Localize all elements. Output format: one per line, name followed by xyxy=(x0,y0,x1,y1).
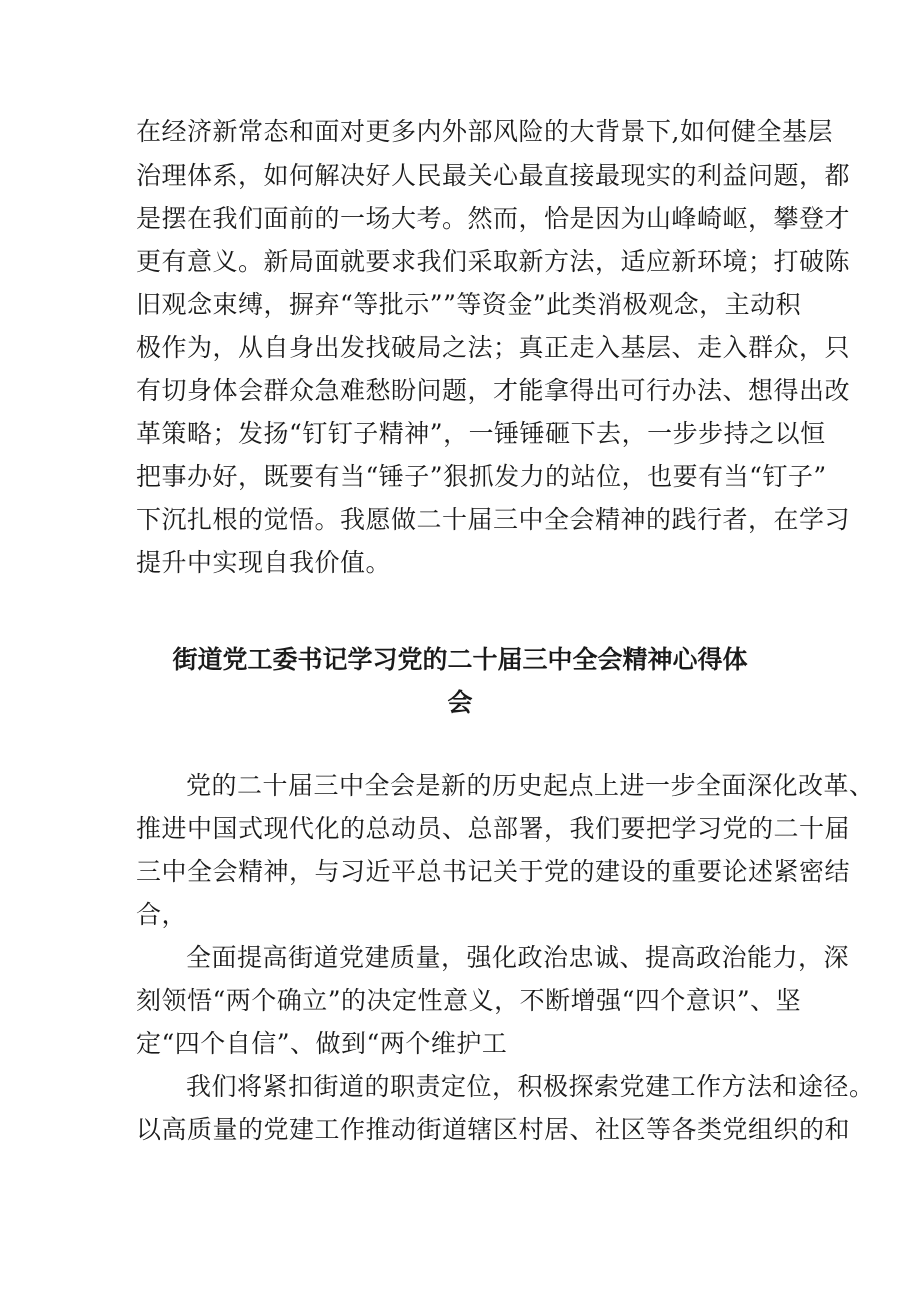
text-line: 革策略；发扬“钉钉子精神”，一锤锤砸下去，一步步持之以恒 xyxy=(136,419,826,448)
text-line: 旧观念束缚，摒弃“等批示””等资金”此类消极观念，主动积 xyxy=(136,290,802,319)
article-title-line-2: 会 xyxy=(447,688,473,717)
text-line: 定“四个自信”、做到“两个维护工 xyxy=(136,1029,508,1058)
text-line: 合， xyxy=(136,900,188,929)
text-line: 推进中国式现代化的总动员、总部署，我们要把学习党的二十届 xyxy=(136,814,851,843)
text-line: 更有意义。新局面就要求我们采取新方法，适应新环境；打破陈 xyxy=(136,247,851,276)
article-title-line-1: 街道党工委书记学习党的二十届三中全会精神心得体 xyxy=(172,645,748,674)
text-line: 有切身体会群众急难愁盼问题，才能拿得出可行办法、想得出改 xyxy=(136,376,851,405)
text-line: 刻领悟“两个确立”的决定性意义，不断增强“四个意识”、坚 xyxy=(136,986,802,1015)
text-line: 提升中实现自我价值。 xyxy=(136,548,392,577)
text-line: 三中全会精神，与习近平总书记关于党的建设的重要论述紧密结 xyxy=(136,857,851,886)
text-line: 在经济新常态和面对更多内外部风险的大背景下,如何健全基层 xyxy=(136,117,833,146)
text-line: 极作为，从自身出发找破局之法；真正走入基层、走入群众，只 xyxy=(136,333,851,362)
text-line: 把事办好，既要有当“锤子”狠抓发力的站位，也要有当“钉子” xyxy=(136,462,827,491)
text-line: 治理体系，如何解决好人民最关心最直接最现实的利益问题，都 xyxy=(136,161,851,190)
text-line: 党的二十届三中全会是新的历史起点上进一步全面深化改革、 xyxy=(186,771,875,800)
text-line: 以高质量的党建工作推动街道辖区村居、社区等各类党组织的和 xyxy=(136,1115,851,1144)
text-line: 全面提高街道党建质量，强化政治忠诚、提高政治能力，深 xyxy=(186,943,850,972)
text-line: 下沉扎根的觉悟。我愿做二十届三中全会精神的践行者，在学习 xyxy=(136,505,851,534)
text-line: 我们将紧扣街道的职责定位，积极探索党建工作方法和途径。 xyxy=(186,1072,875,1101)
text-line: 是摆在我们面前的一场大考。然而，恰是因为山峰崎岖，攀登才 xyxy=(136,204,851,233)
